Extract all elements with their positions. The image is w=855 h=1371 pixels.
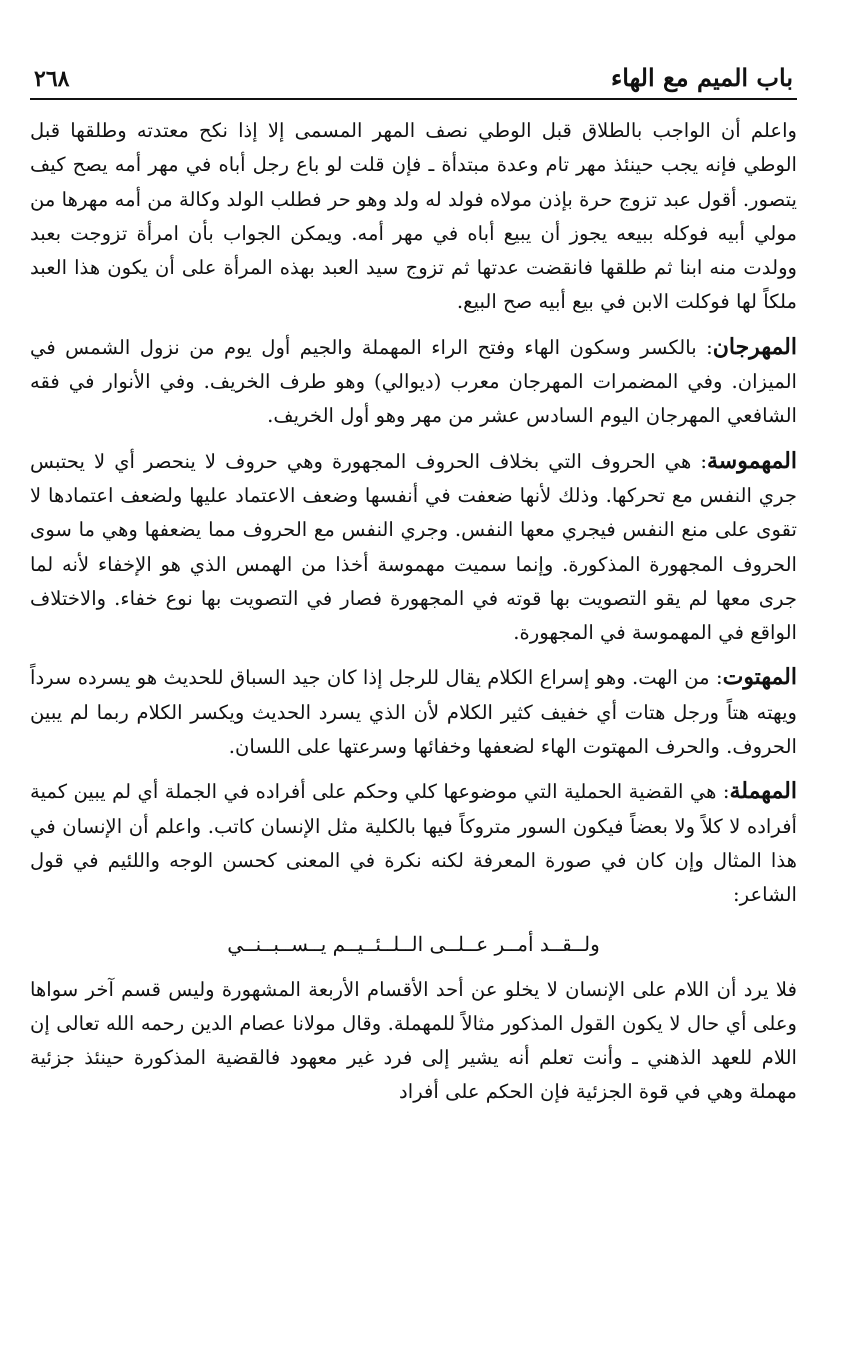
poetry-verse: ولــقــد أمــر عــلــى الــلــئــيــم يــســبــنــي — [227, 931, 600, 956]
entry-term: المهرجان — [712, 333, 797, 360]
entry-mahmusa — [30, 444, 797, 651]
entry-colon: : — [716, 780, 730, 804]
entry-muhmala — [30, 774, 797, 912]
entry-colon: : — [691, 449, 707, 473]
entry-definition: من الهت. وهو إسراع الكلام يقال للرجل إذا كان جيد السباق للحديث هو يسرده سرداً ويهته هتاً ورجل هتات أي خفيف كثير الكلام لأن الذي يسرد الحديث ويكسر الكلام ربما لم يبين الحروف. والحرف المهتوت الهاء لضعفها وخفائها وسرعتها على اللسان. — [30, 666, 797, 759]
intro-paragraph: واعلم أن الواجب بالطلاق قبل الوطي نصف المهر المسمى إلا إذا نكح معتدته وطلقها قبل الوطي فإنه يجب حينئذ مهر تام وعدة مبتدأة ـ فإن قلت لو باع رجل أباه في مهر أمه يصح كيف يتصور. أقول عبد تزوج حرة بإذن مولاه فولد له ولد وهو حر فطلب الولد وكالة من أمه مهرها من مولي أبيه فوكله ببيعه يجوز أن يبيع أباه في مهر أمه. ويمكن الجواب بأن امرأة تزوجت بعبد وولدت منه ابنا ثم طلقها فانقضت عدتها ثم تزوج سيد العبد بهذه المرأة على أن يكون هذا العبد ملكاً لها فوكلت الابن في بيع أبيه صح البيع. — [30, 119, 797, 314]
entry-definition: بالكسر وسكون الهاء وفتح الراء المهملة والجيم أول يوم من نزول الشمس في الميزان. وفي المضمرات المهرجان معرب (ديوالي) وهو طرف الخريف. وفي الأنوار في فقه الشافعي المهرجان اليوم السادس عشر من مهر وهو أول الخريف. — [30, 335, 797, 428]
running-header — [30, 56, 797, 100]
entry-colon: : — [696, 335, 713, 359]
entry-mahtut — [30, 660, 797, 764]
entry-term: المهتوت — [722, 664, 797, 691]
entry-definition: هي الحروف التي بخلاف الحروف المجهورة وهي حروف لا ينحصر أي لا يحتبس جري النفس مع تحركها. وذلك لأنها ضعفت في أنفسها وضعف الاعتماد عليها ولضعف اعتمادها لا تقوى على منع النفس فيجري معها النفس. وجري النفس مع الحروف مما يضعفها وهي ما سوى الحروف المجهورة المذكورة. وإنما سميت مهموسة أخذا من الهمس الذي هو الإخفاء لأنه لما جرى معها لم يقو التصويت بها قوته في المجهورة فصار في التصويت بها نوع خفاء. والاختلاف الواقع في المهموسة في المجهورة. — [30, 449, 797, 645]
chapter-title: باب الميم مع الهاء — [611, 63, 793, 92]
entry-term: المهملة — [729, 778, 797, 805]
entry-mihrajan — [30, 330, 797, 434]
closing-paragraph: فلا يرد أن اللام على الإنسان لا يخلو عن أحد الأقسام الأربعة المشهورة وليس قسم آخر سواها وعلى أي حال لا يكون القول المذكور مثالاً للمهملة. وقال مولانا عصام الدين رحمه الله تعالى إن اللام للعهد الذهني ـ وأنت تعلم أنه يشير إلى فرد غير معهود فالقضية المذكورة حينئذ جزئية مهملة وهي في قوة الجزئية فإن الحكم على أفراد — [30, 977, 797, 1104]
page-number: ٢٦٨ — [34, 66, 70, 92]
entry-colon: : — [709, 666, 723, 690]
entry-definition: هي القضية الحملية التي موضوعها كلي وحكم على أفراده في الجملة أي لم يبين كمية أفراده لا كلاً ولا بعضاً فيكون السور متروكاً فيها بالكلية مثل الإنسان كاتب. واعلم أن الإنسان في هذا المثال وإن كان في صورة المعرفة لكنه نكرة في المعنى كحسن الوجه واللئيم في قول الشاعر: — [30, 780, 797, 907]
entry-term: المهموسة — [707, 447, 797, 474]
